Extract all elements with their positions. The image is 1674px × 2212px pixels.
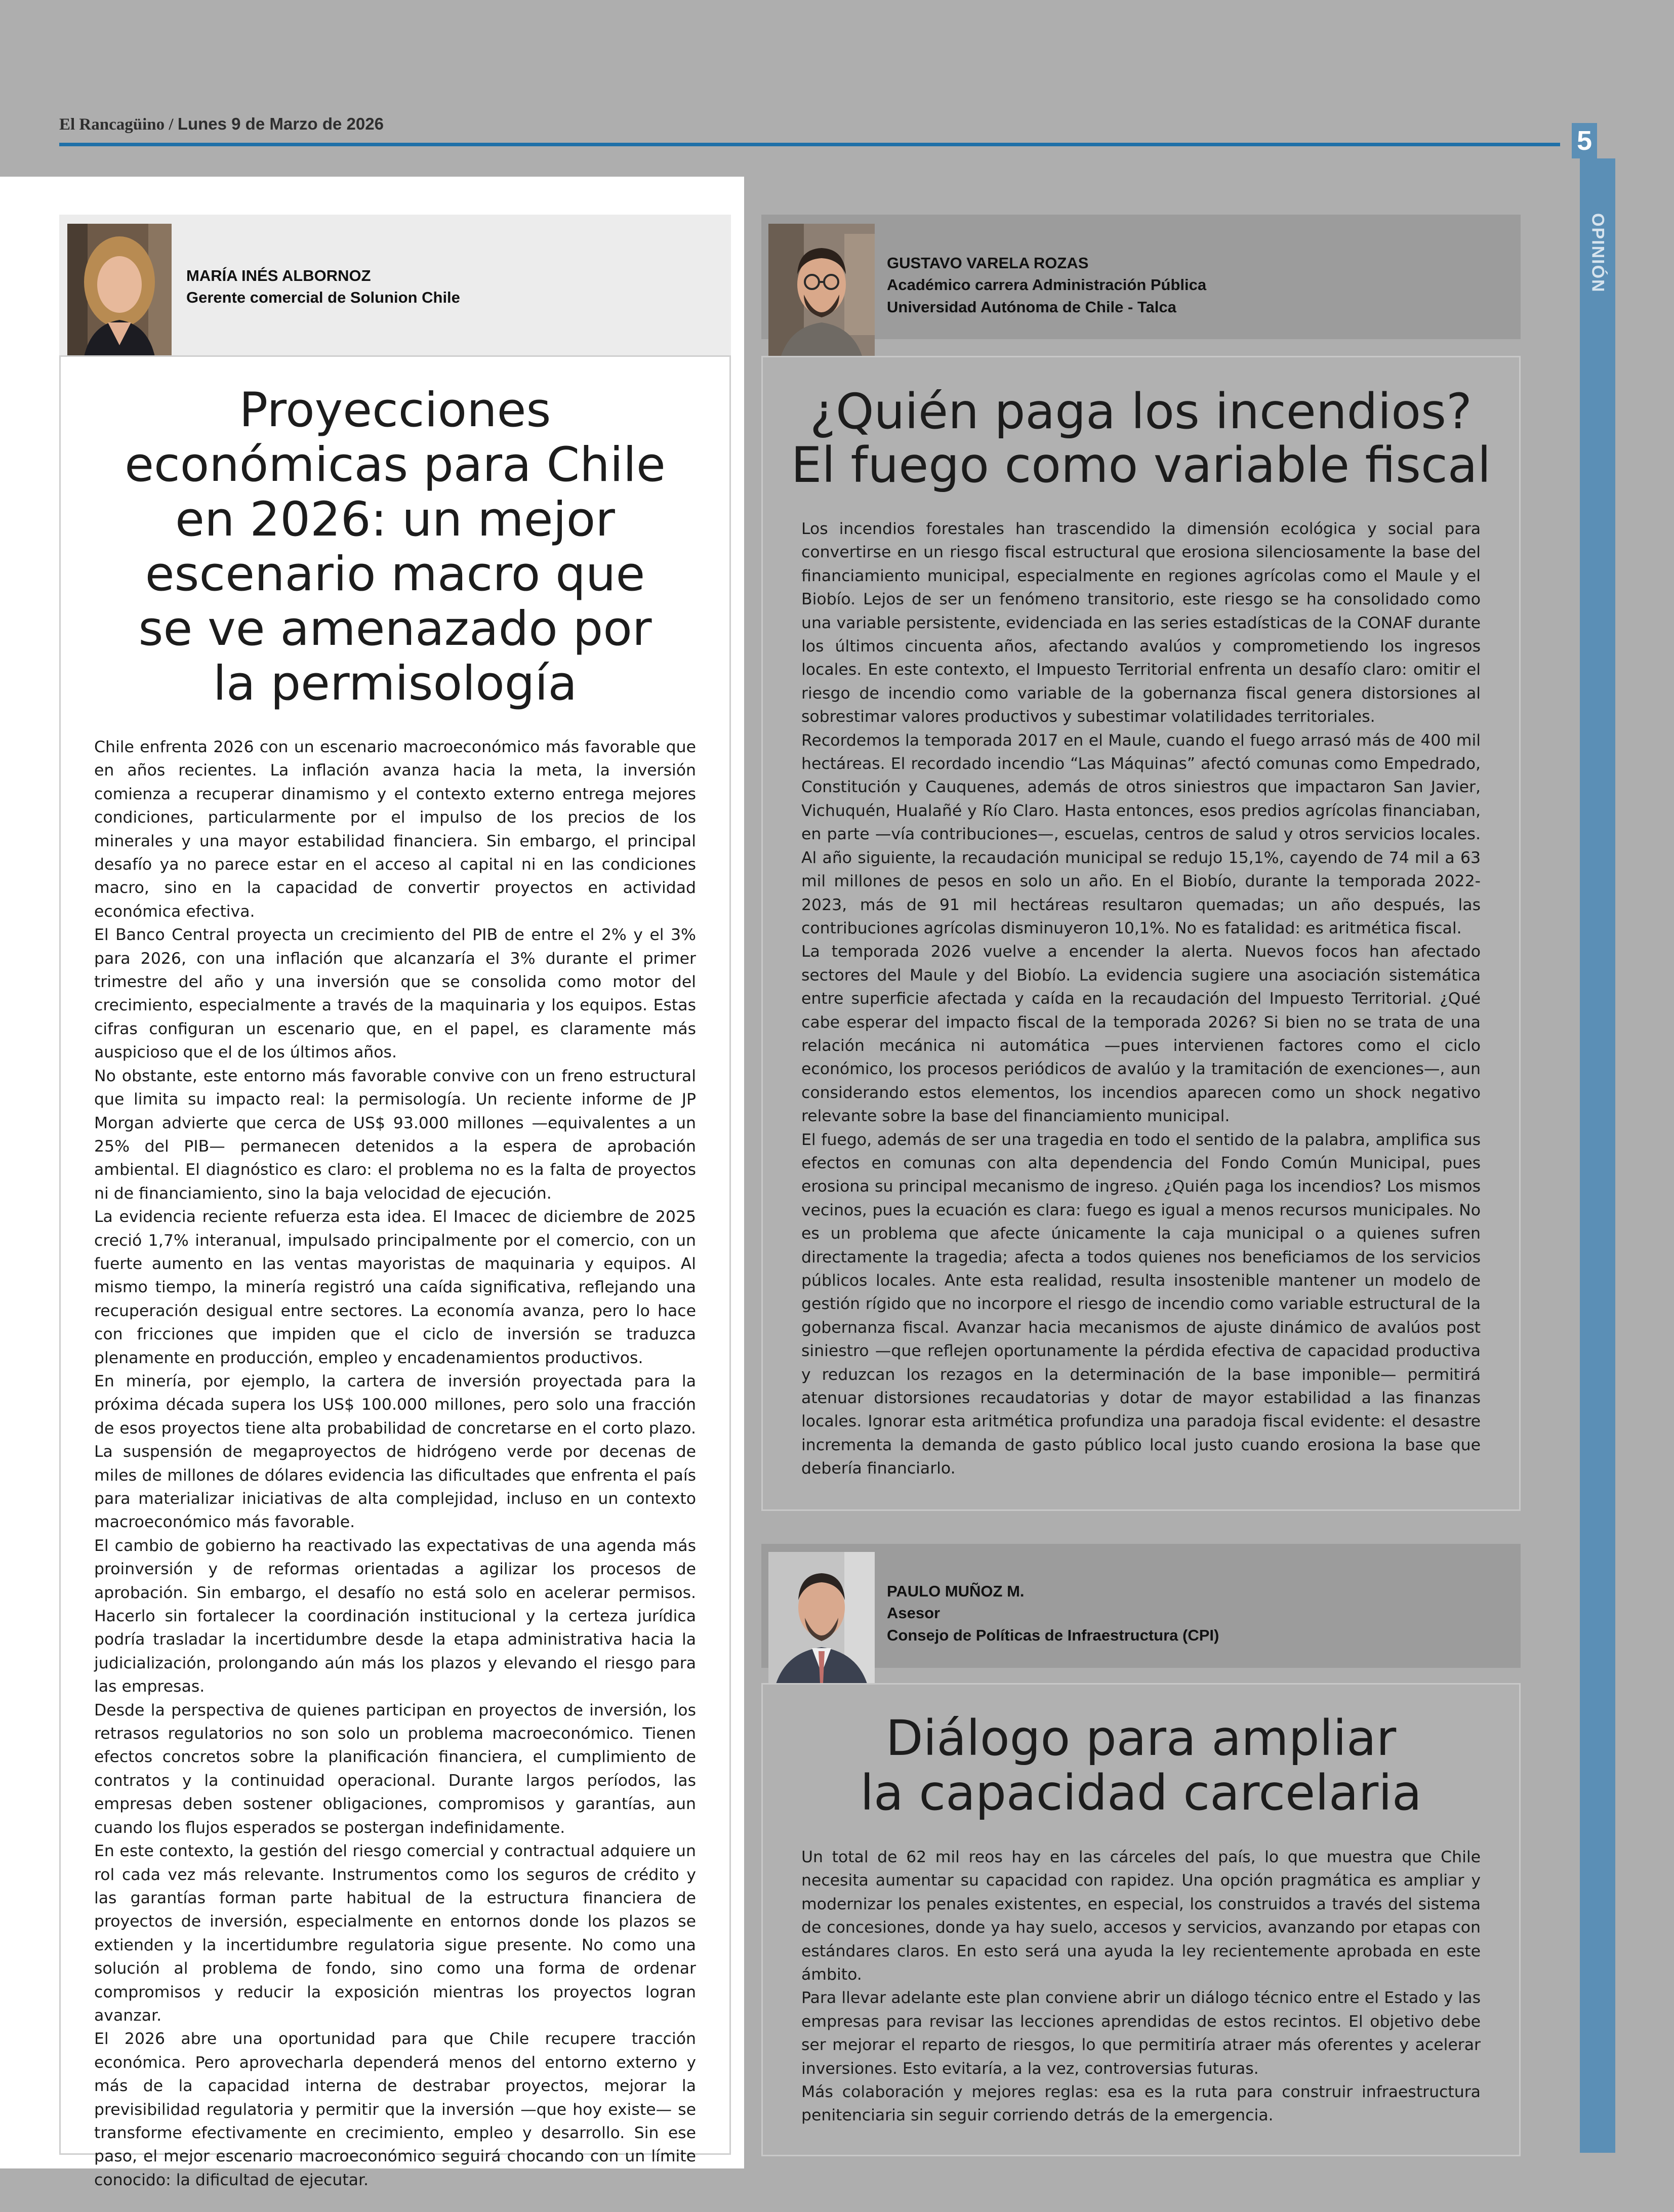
author-role: Gerente comercial de Solunion Chile [186,288,460,306]
paragraph: Chile enfrenta 2026 con un escenario macroeconómico más favorable que en años recientes. La inflación avanza hacia la meta, la inversión comienza a recuperar dinamismo y el contexto externo entrega mejores condiciones, particularmente por el impulso de los precios de los minerales y una mayor estabilidad financiera. Sin embargo, el principal desafío ya no parece estar en el acceso al capital ni en las condiciones macro, sino en la capacidad de convertir proyectos en actividad económica efectiva. [94,738,696,921]
article-card [761,1683,1521,2156]
headline-line: la capacidad carcelaria [860,1765,1422,1821]
paragraph: Recordemos la temporada 2017 en el Maule, cuando el fuego arrasó más de 400 mil hectáreas. El recordado incendio “Las Máquinas” afectó comunas como Empedrado, Constitución y Cauquenes, además de otros siniestros que impactaron San Javier, Vichuquén, Hualañé y Río Claro. Hasta entonces, esos predios agrícolas financiaban, en parte —vía contribuciones—, escuelas, centros de salud y otros servicios locales. Al año siguiente, la recaudación municipal se redujo 15,1%, cayendo de 74 mil a 63 mil millones de pesos en solo un año. En el Biobío, durante la temporada 2022-2023, más de 91 mil hectáreas resultaron quemadas; un año después, las contribuciones agrícolas disminuyeron 10,1%. No es fatalidad: es aritmética fiscal. [801,731,1481,937]
author-photo-icon [768,224,875,365]
article-body [94,735,696,2192]
paragraph: Desde la perspectiva de quienes participan en proyectos de inversión, los retrasos regulatorios no son solo un problema macroeconómico. Tienen efectos concretos sobre la planificación financiera, el cumplimiento de contratos y la continuidad operacional. Durante largos períodos, las empresas deben sostener obligaciones, compromisos y garantías, aun cuando los flujos esperados se postergan indefinidamente. [94,1701,696,1837]
paragraph: Los incendios forestales han trascendido la dimensión ecológica y social para convertirse en un riesgo fiscal estructural que erosiona silenciosamente la base del financiamiento municipal, especialmente en regiones agrícolas como el Maule y el Biobío. Lejos de ser un fenómeno transitorio, este riesgo se ha consolidado como una variable persistente, evidenciada en las series estadísticas de la CONAF durante los últimos cincuenta años, afectando avalúos y comprometiendo los ingresos locales. En este contexto, el Impuesto Territorial enfrenta un desafío claro: omitir el riesgo de incendio como variable de la gobernanza fiscal genera distorsiones al sobrestimar valores productivos y subestimar volatilidades territoriales. [801,520,1481,726]
paragraph: El 2026 abre una oportunidad para que Chile recupere tracción económica. Pero aprovecharla dependerá menos del entorno externo y más de la capacidad interna de destrabar proyectos, mejorar la previsibilidad regulatoria y permitir que la inversión —que hoy existe— se transforme efectivamente en crecimiento, empleo y desarrollo. Sin ese paso, el mejor escenario macroeconómico seguirá chocando con un límite conocido: la dificultad de ejecutar. [94,2030,696,2189]
paragraph: En este contexto, la gestión del riesgo comercial y contractual adquiere un rol cada vez más relevante. Instrumentos como los seguros de crédito y las garantías forman parte habitual de la estructura financiera de proyectos de inversión, especialmente en entornos donde los plazos se extienden y la incertidumbre regulatoria sigue presente. No como una solución al problema de fondo, sino como una forma de ordenar compromisos y reducir la exposición mientras los proyectos logran avanzar. [94,1842,696,2025]
author-role: Asesor [887,1604,941,1622]
author-card [761,215,1521,339]
article-headline [763,1711,1519,1820]
publication-name: El Rancagüino [59,115,165,134]
header-rule [59,143,1560,146]
author-info [186,265,460,309]
author-name: MARÍA INÉS ALBORNOZ [186,267,371,284]
issue-date: Lunes 9 de Marzo de 2026 [177,114,384,133]
headline-line: escenario macro que [145,547,645,602]
author-affiliation: Consejo de Políticas de Infraestructura (CPI) [887,1626,1219,1644]
author-photo-icon [67,224,172,365]
author-photo-icon [768,1552,875,1694]
headline-line: Diálogo para ampliar [885,1710,1397,1767]
headline-line: se ve amenazado por [138,601,652,657]
section-label: OPINIÓN [1588,213,1608,293]
author-affiliation: Universidad Autónoma de Chile - Talca [887,298,1176,316]
paragraph: El Banco Central proyecta un crecimiento del PIB de entre el 2% y el 3% para 2026, con una inflación que alcanzaría el 3% durante el primer trimestre del año y una inversión que se consolida como motor del crecimiento, especialmente a través de la maquinaria y los equipos. Estas cifras configuran un escenario que, en el papel, es claramente más auspicioso que el de los últimos años. [94,926,696,1062]
portrait-woman-icon [67,224,172,365]
author-info [887,252,1206,318]
headline-line: en 2026: un mejor [175,492,615,547]
article-body [801,517,1481,1481]
author-role: Académico carrera Administración Pública [887,276,1207,294]
paragraph: El fuego, además de ser una tragedia en todo el sentido de la palabra, amplifica sus efectos en comunas con alta dependencia del Fondo Común Municipal, pues erosiona su principal mecanismo de ingreso. ¿Quién paga los incendios? Los mismos vecinos, pues la ecuación es clara: fuego es igual a menos recursos municipales. No es un problema que afecte únicamente la caja municipal o a quienes sufren directamente la tragedia; afecta a todos quienes nos beneficiamos de los servicios públicos locales. Ante esta realidad, resulta insostenible mantener un modelo de gestión rígido que no incorpore el riesgo de incendio como variable estructural de la gobernanza fiscal. Avanzar hacia mecanismos de ajuste dinámico de avalúos post siniestro —que reflejen oportunamente la pérdida efectiva de capacidad productiva y reduzcan los rezagos en la determinación de la base imponible— permitirá atenuar distorsiones recaudatorias y dotar de mayor estabilidad a las finanzas locales. Ignorar esta aritmética profundiza una paradoja fiscal evidente: el desastre incrementa la demanda de gasto público local justo cuando erosiona la base que debería financiarlo. [801,1130,1481,1478]
paragraph: La temporada 2026 vuelve a encender la alerta. Nuevos focos han afectado sectores del Maule y del Biobío. La evidencia sugiere una asociación sistemática entre superficie afectada y caída en la recaudación del Impuesto Territorial. ¿Qué cabe esperar del impacto fiscal de la temporada 2026? Si bien no se trata de una relación mecánica ni automática —pues intervienen factores como el ciclo económico, los procesos periódicos de avalúo y la tramitación de exenciones—, aun considerando estos elementos, los incendios aparecen como un shock negativo relevante sobre la base del financiamiento municipal. [801,943,1481,1126]
article-card [761,356,1521,1511]
masthead [59,114,384,134]
paragraph: La evidencia reciente refuerza esta idea. El Imacec de diciembre de 2025 creció 1,7% interanual, impulsado principalmente por el comercio, con un fuerte aumento en las ventas mayoristas de maquinaria y equipos. Al mismo tiempo, la minería registró una caída significativa, reflejando una recuperación desigual entre sectores. La economía avanza, pero lo hace con fricciones que impiden que el ciclo de inversión se traduzca plenamente en producción, empleo y encadenamientos productivos. [94,1208,696,1367]
paragraph: Más colaboración y mejores reglas: esa es la ruta para construir infraestructura penitenciaria sin seguir corriendo detrás de la emergencia. [801,2083,1481,2125]
article-headline [61,383,729,711]
paragraph: Para llevar adelante este plan conviene abrir un diálogo técnico entre el Estado y las empresas para revisar las lecciones aprendidas de estos recintos. El objetivo debe ser mejorar el reparto de riesgos, lo que permitiría atraer más oferentes y acelerar inversiones. Esto evitaría, a la vez, controversias futuras. [801,1989,1481,2078]
author-card [761,1544,1521,1668]
author-card [59,215,731,366]
headline-line: la permisología [213,656,578,711]
article-body [801,1846,1481,2127]
paragraph: No obstante, este entorno más favorable convive con un freno estructural que limita su impacto real: la permisología. Un reciente informe de JP Morgan advierte que cerca de US$ 93.000 millones —equivalentes a un 25% del PIB— permanecen detenidos a la espera de aprobación ambiental. El diagnóstico es claro: el problema no es la falta de proyectos ni de financiamiento, sino la baja velocidad de ejecución. [94,1067,696,1203]
headline-line: ¿Quién paga los incendios? [810,383,1472,440]
page-number: 5 [1572,123,1597,158]
headline-line: Proyecciones [239,383,551,438]
paragraph: En minería, por ejemplo, la cartera de inversión proyectada para la próxima década supera los US$ 100.000 millones, pero solo una fracción de esos proyectos tiene alta probabilidad de concretarse en el corto plazo. La suspensión de megaproyectos de hidrógeno verde por decenas de miles de millones de dólares evidencia las dificultades que enfrenta el país para materializar iniciativas de alta complejidad, incluso en un contexto macroeconómico más favorable. [94,1372,696,1532]
portrait-man-suit-icon [768,1552,875,1694]
paragraph: Un total de 62 mil reos hay en las cárceles del país, lo que muestra que Chile necesita aumentar su capacidad con rapidez. Una opción pragmática es ampliar y modernizar los penales existentes, en especial, los construidos a través del sistema de concesiones, donde ya hay suelo, accesos y servicios, avanzando por etapas con estándares claros. En esto será una ayuda la ley recientemente aprobada en este ámbito. [801,1848,1481,1984]
author-info [887,1580,1219,1646]
author-name: GUSTAVO VARELA ROZAS [887,254,1089,272]
paragraph: El cambio de gobierno ha reactivado las expectativas de una agenda más proinversión y de reformas orientadas a agilizar los procesos de aprobación. Sin embargo, el desafío no está solo en acelerar permisos. Hacerlo sin fortalecer la coordinación institucional y la certeza jurídica podría trasladar la incertidumbre desde la etapa administrativa hacia la judicialización, prolongando aún más los plazos y elevando el riesgo para las empresas. [94,1536,696,1696]
article-card [59,355,731,2189]
headline-line: El fuego como variable fiscal [791,437,1491,494]
section-sidebar [1580,158,1615,2153]
masthead-separator: / [165,115,178,134]
portrait-man-glasses-icon [768,224,875,365]
author-name: PAULO MUÑOZ M. [887,1582,1025,1600]
headline-line: económicas para Chile [125,437,666,493]
article-headline [763,385,1519,492]
